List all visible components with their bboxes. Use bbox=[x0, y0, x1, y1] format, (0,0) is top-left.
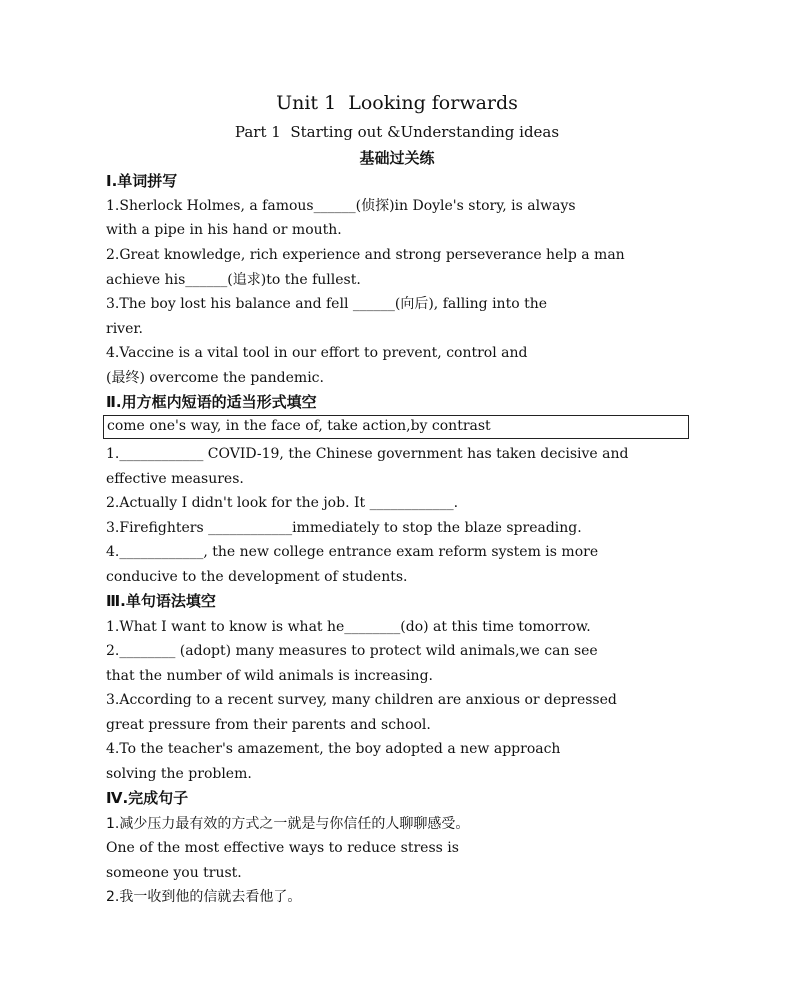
phrase-box bbox=[103, 415, 689, 439]
text-line: effective measures. bbox=[106, 471, 244, 487]
text-line: 2.Great knowledge, rich experience and strong perseverance help a man bbox=[106, 247, 625, 263]
text-line: solving the problem. bbox=[106, 766, 252, 782]
text-line: 4.____________, the new college entrance exam reform system is more bbox=[106, 544, 599, 560]
text-line: 2.Actually I didn't look for the job. It ____________. bbox=[106, 495, 459, 511]
text-line: 2.________ (adopt) many measures to protect wild animals,we can see bbox=[106, 643, 598, 659]
text-line: 4.To the teacher's amazement, the boy adopted a new approach bbox=[106, 741, 561, 757]
phrase-box-text: come one's way, in the face of, take action,by contrast bbox=[107, 418, 491, 434]
page-title: Unit 1 Looking forwards bbox=[276, 92, 518, 114]
text-line: 3.The boy lost his balance and fell ______(向后), falling into the bbox=[106, 296, 548, 312]
section-4-heading: Ⅳ.完成句子 bbox=[106, 789, 189, 807]
section-1-heading: Ⅰ.单词拼写 bbox=[106, 172, 178, 190]
text-line: with a pipe in his hand or mouth. bbox=[106, 222, 342, 238]
text-line: conducive to the development of students. bbox=[106, 569, 408, 585]
exercise-heading: 基础过关练 bbox=[359, 149, 435, 167]
section-3-heading: Ⅲ.单句语法填空 bbox=[106, 592, 216, 610]
text-line: 4.Vaccine is a vital tool in our effort to prevent, control and bbox=[106, 345, 528, 361]
text-line: 1.What I want to know is what he________(do) at this time tomorrow. bbox=[106, 619, 591, 635]
text-line: 1.Sherlock Holmes, a famous______(侦探)in Doyle's story, is always bbox=[106, 198, 576, 214]
section-2-heading: Ⅱ.用方框内短语的适当形式填空 bbox=[106, 393, 317, 411]
text-line: 1.____________ COVID-19, the Chinese government has taken decisive and bbox=[106, 446, 629, 462]
text-line: 2.我一收到他的信就去看他了。 bbox=[106, 889, 302, 905]
text-line: that the number of wild animals is increasing. bbox=[106, 668, 433, 684]
text-line: (最终) overcome the pandemic. bbox=[106, 370, 324, 386]
text-line: 3.According to a recent survey, many children are anxious or depressed bbox=[106, 692, 617, 708]
text-line: great pressure from their parents and school. bbox=[106, 717, 431, 733]
text-line: someone you trust. bbox=[106, 865, 242, 881]
text-line: river. bbox=[106, 321, 143, 337]
text-line: achieve his______(追求)to the fullest. bbox=[106, 272, 361, 288]
page-subtitle: Part 1 Starting out &Understanding ideas bbox=[234, 123, 560, 141]
text-line: 3.Firefighters ____________immediately to stop the blaze spreading. bbox=[106, 520, 582, 536]
text-line: One of the most effective ways to reduce stress is bbox=[106, 840, 459, 856]
text-line: 1.减少压力最有效的方式之一就是与你信任的人聊聊感受。 bbox=[106, 816, 470, 832]
